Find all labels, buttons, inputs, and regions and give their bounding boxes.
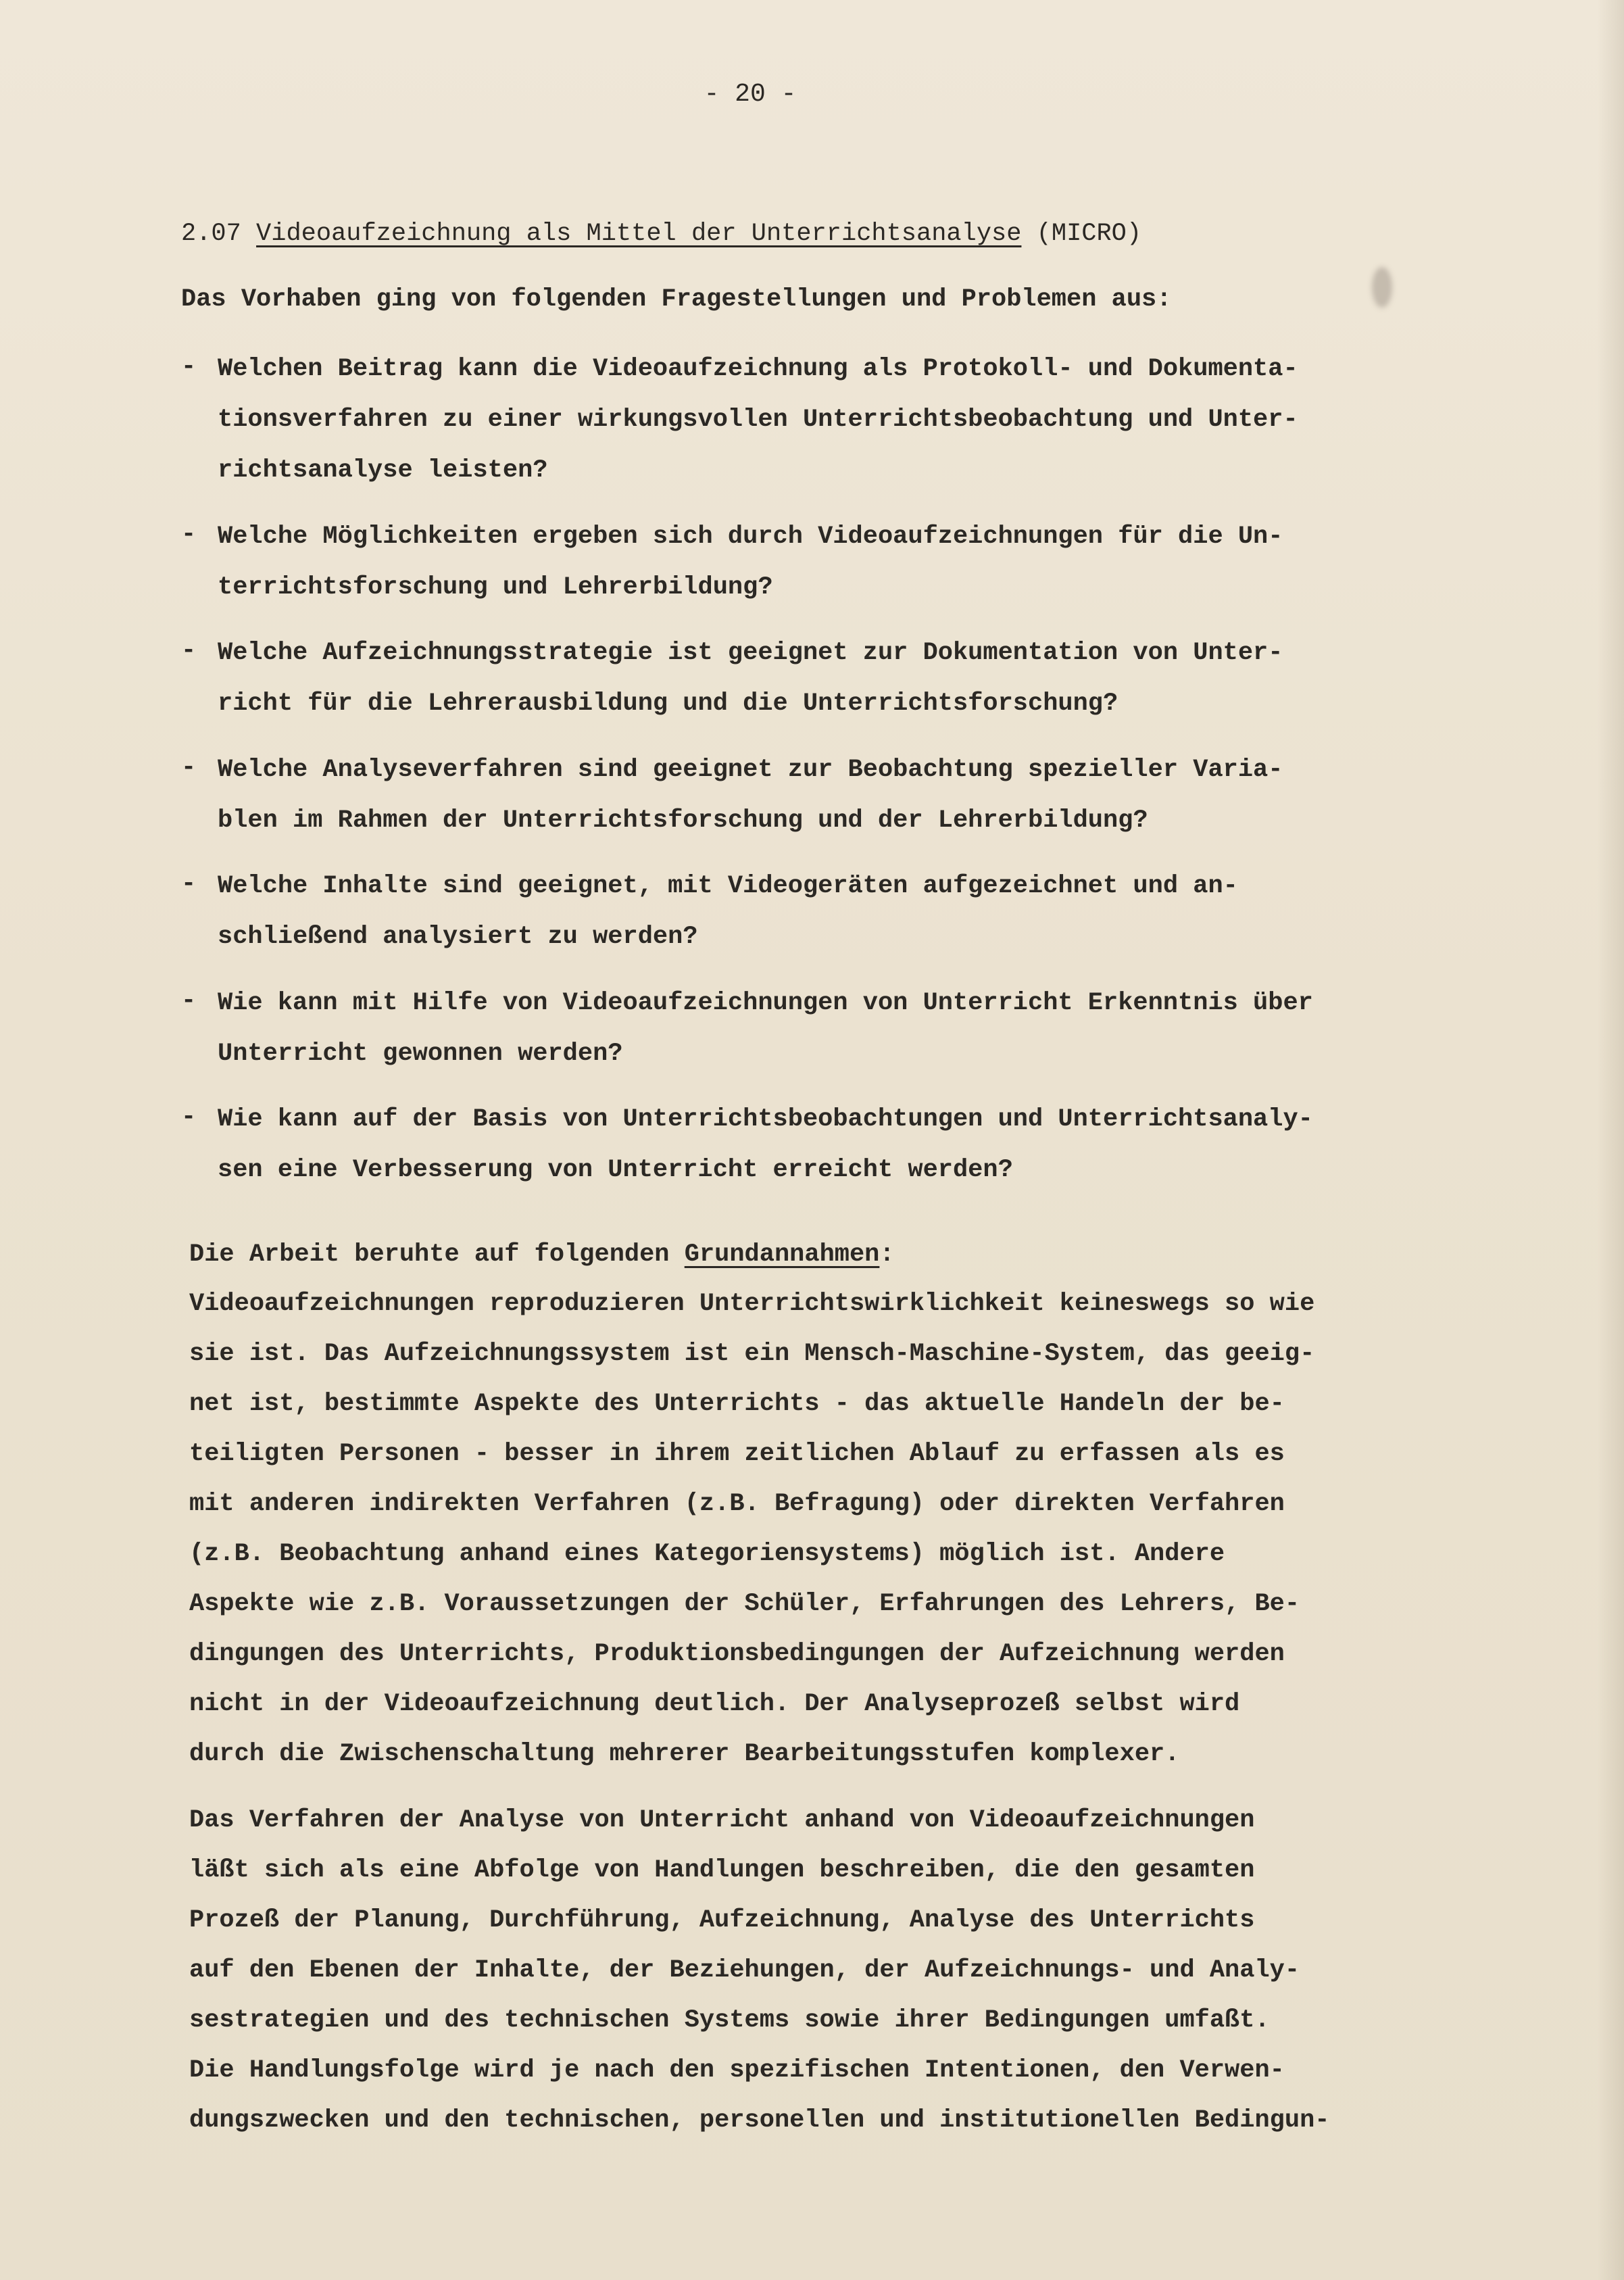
paragraph-line: läßt sich als eine Abfolge von Handlungen beschreiben, die den gesamten [189, 1856, 1255, 1885]
intro-text: Das Vorhaben ging von folgenden Fragestellungen und Problemen aus: [181, 285, 1172, 314]
paragraph-line: sestrategien und des technischen Systems sowie ihrer Bedingungen umfaßt. [189, 2006, 1270, 2035]
paragraph-line: auf den Ebenen der Inhalte, der Beziehungen, der Aufzeichnungs- und Analy- [189, 1956, 1300, 1985]
list-item-line: terrichtsforschung und Lehrerbildung? [218, 573, 773, 602]
list-item-line: richt für die Lehrerausbildung und die Unterrichtsforschung? [218, 689, 1118, 718]
paragraph-line: Videoaufzeichnungen reproduzieren Unterrichtswirklichkeit keineswegs so wie [189, 1290, 1315, 1318]
paragraph-line: Die Handlungsfolge wird je nach den spezifischen Intentionen, den Verwen- [189, 2056, 1285, 2085]
page-edge-shadow [1597, 0, 1624, 2280]
section-suffix: (MICRO) [1036, 220, 1142, 248]
bullet-marker: - [181, 987, 197, 1015]
list-item-line: blen im Rahmen der Unterrichtsforschung und der Lehrerbildung? [218, 806, 1148, 835]
assumptions-lead: Die Arbeit beruhte auf folgenden [189, 1240, 685, 1269]
ink-smudge [1372, 267, 1392, 308]
paragraph-line: durch die Zwischenschaltung mehrerer Bearbeitungsstufen komplexer. [189, 1740, 1180, 1768]
assumptions-heading [189, 1240, 895, 1269]
bullet-marker: - [181, 870, 197, 898]
list-item-line: tionsverfahren zu einer wirkungsvollen Unterrichtsbeobachtung und Unter- [218, 406, 1298, 434]
bullet-marker: - [181, 637, 197, 665]
paragraph-line: mit anderen indirekten Verfahren (z.B. Befragung) oder direkten Verfahren [189, 1490, 1285, 1518]
bullet-marker: - [181, 1103, 197, 1132]
list-item-line: Wie kann auf der Basis von Unterrichtsbeobachtungen und Unterrichtsanaly- [218, 1105, 1313, 1134]
page-number: - 20 - [704, 80, 797, 109]
paragraph-line: dungszwecken und den technischen, personellen und institutionellen Bedingun- [189, 2106, 1330, 2135]
list-item-line: richtsanalyse leisten? [218, 456, 548, 485]
list-item-line: Unterricht gewonnen werden? [218, 1040, 623, 1068]
bullet-marker: - [181, 520, 197, 549]
paragraph-line: teiligten Personen - besser in ihrem zeitlichen Ablauf zu erfassen als es [189, 1440, 1285, 1468]
section-title: Videoaufzeichnung als Mittel der Unterrichtsanalyse [256, 220, 1022, 248]
list-item-line: Welche Aufzeichnungsstrategie ist geeignet zur Dokumentation von Unter- [218, 639, 1283, 667]
paragraph-line: net ist, bestimmte Aspekte des Unterrichts - das aktuelle Handeln der be- [189, 1390, 1285, 1418]
list-item-line: Welche Analyseverfahren sind geeignet zur Beobachtung spezieller Varia- [218, 756, 1283, 784]
assumptions-term: Grundannahmen [684, 1240, 880, 1269]
bullet-marker: - [181, 353, 197, 381]
list-item-line: Welchen Beitrag kann die Videoaufzeichnung als Protokoll- und Dokumenta- [218, 355, 1298, 383]
paragraph-line: Das Verfahren der Analyse von Unterricht anhand von Videoaufzeichnungen [189, 1806, 1255, 1835]
assumptions-colon: : [879, 1240, 895, 1269]
paragraph-line: sie ist. Das Aufzeichnungssystem ist ein Mensch-Maschine-System, das geeig- [189, 1340, 1315, 1368]
paragraph-line: Prozeß der Planung, Durchführung, Aufzeichnung, Analyse des Unterrichts [189, 1906, 1255, 1935]
section-number: 2.07 [181, 220, 241, 248]
list-item-line: Welche Möglichkeiten ergeben sich durch Videoaufzeichnungen für die Un- [218, 523, 1283, 551]
paragraph-line: (z.B. Beobachtung anhand eines Kategoriensystems) möglich ist. Andere [189, 1540, 1225, 1568]
list-item-line: Welche Inhalte sind geeignet, mit Videogeräten aufgezeichnet und an- [218, 872, 1238, 900]
paragraph-line: dingungen des Unterrichts, Produktionsbedingungen der Aufzeichnung werden [189, 1640, 1285, 1668]
paragraph-line: nicht in der Videoaufzeichnung deutlich. Der Analyseprozeß selbst wird [189, 1690, 1240, 1718]
bullet-marker: - [181, 754, 197, 782]
list-item-line: schließend analysiert zu werden? [218, 923, 698, 951]
list-item-line: Wie kann mit Hilfe von Videoaufzeichnungen von Unterricht Erkenntnis über [218, 989, 1313, 1017]
list-item-line: sen eine Verbesserung von Unterricht erreicht werden? [218, 1156, 1013, 1184]
section-heading [181, 222, 1141, 247]
paragraph-line: Aspekte wie z.B. Voraussetzungen der Schüler, Erfahrungen des Lehrers, Be- [189, 1590, 1300, 1618]
